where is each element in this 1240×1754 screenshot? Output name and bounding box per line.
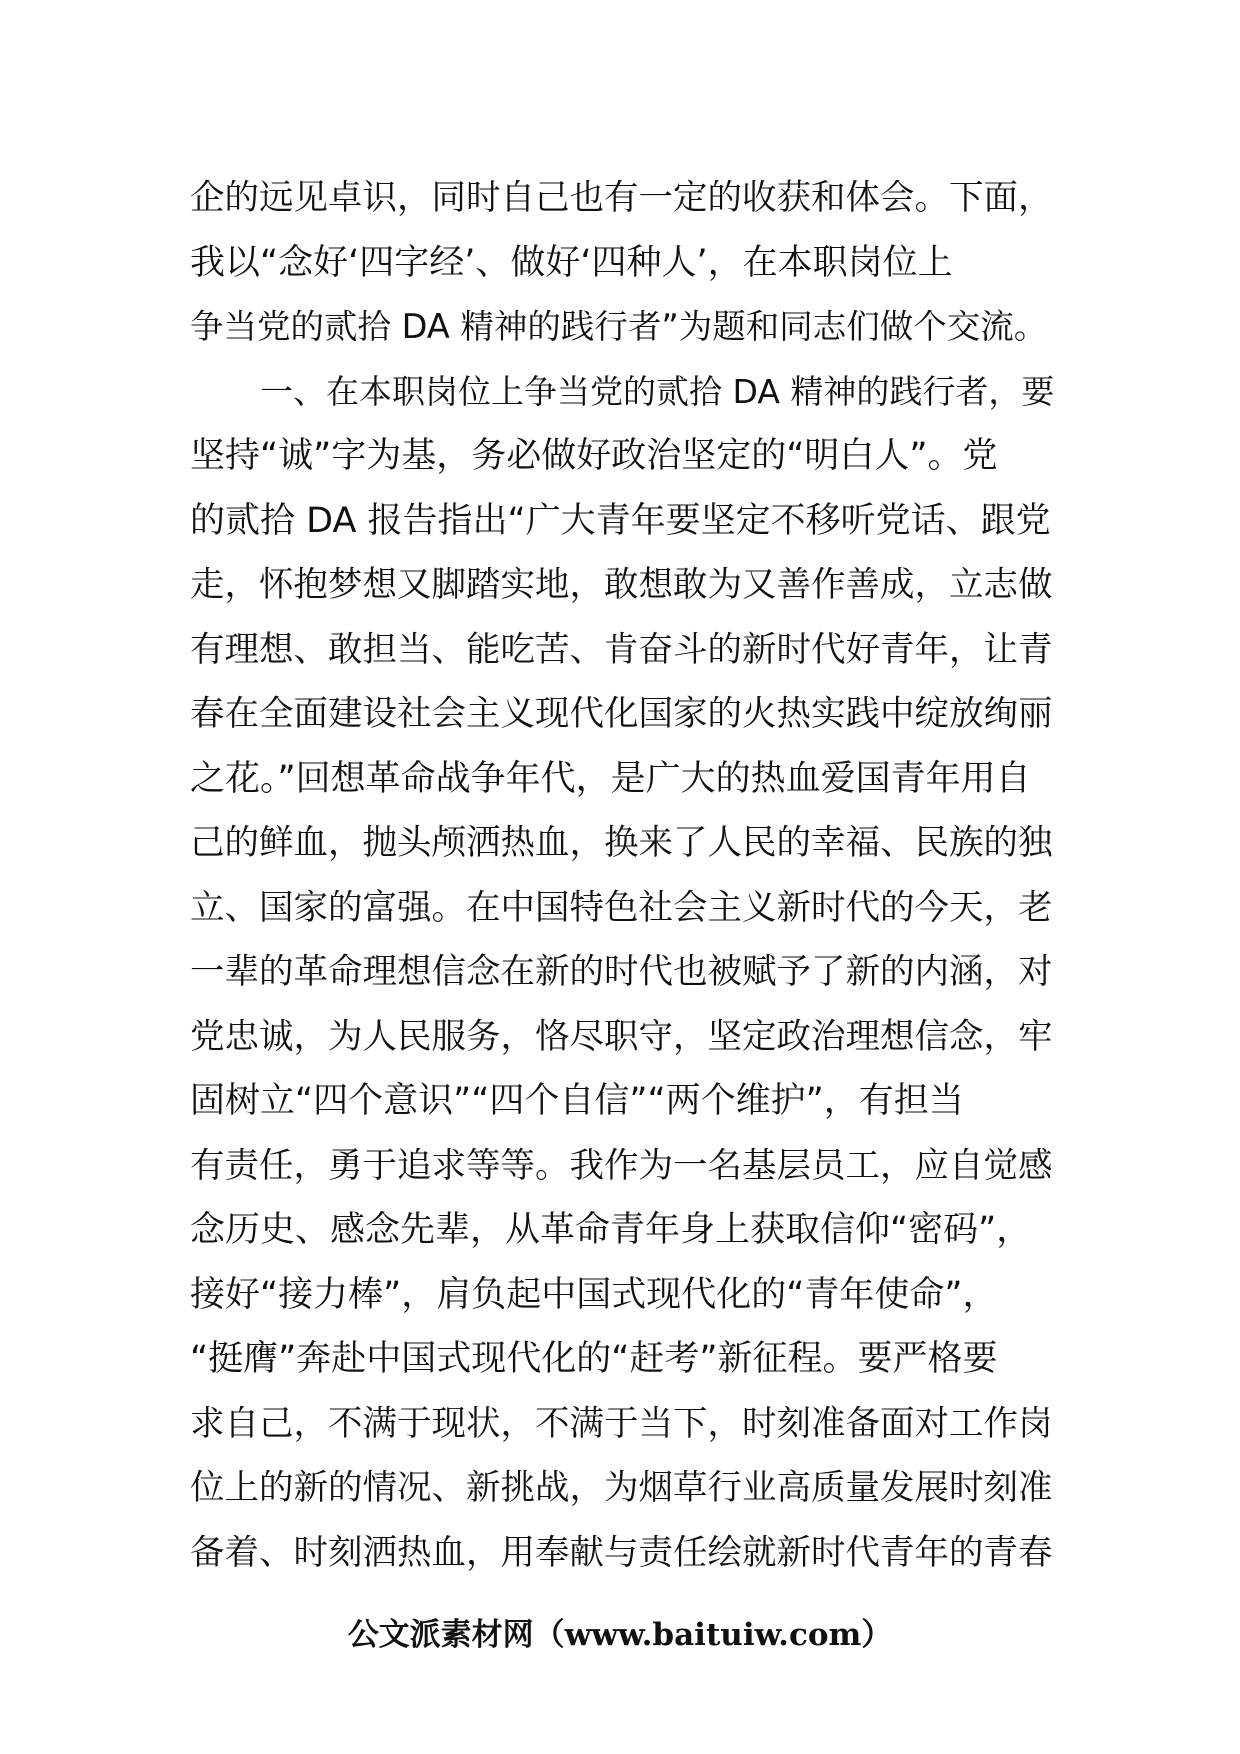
- text-line: “挺膺”奔赴中国式现代化的“赶考”新征程。要严格要: [190, 1339, 998, 1379]
- text-line: 求自己，不满于现状，不满于当下，时刻准备面对工作岗: [190, 1403, 1053, 1444]
- text-line: 固树立“四个意识”“四个自信”“两个维护”，有担当: [190, 1081, 964, 1121]
- text-line: 有理想、敢担当、能吃苦、肯奋斗的新时代好青年，让青: [190, 629, 1053, 670]
- text-line: 的贰拾 DA 报告指出“广大青年要坚定不移听党话、跟党: [190, 500, 1051, 541]
- text-line: 春在全面建设社会主义现代化国家的火热实践中绽放绚丽: [190, 694, 1053, 734]
- text-line: 党忠诚，为人民服务，恪尽职守，坚定政治理想信念，牢: [190, 1016, 1053, 1057]
- body-text: [190, 166, 1055, 1585]
- text-line: 位上的新的情况、新挑战，为烟草行业高质量发展时刻准: [190, 1468, 1053, 1508]
- text-line: 接好“接力棒”，肩负起中国式现代化的“青年使命”，: [190, 1274, 998, 1315]
- text-line: 己的鲜血，抛头颅洒热血，换来了人民的幸福、民族的独: [190, 823, 1053, 863]
- text-line: 企的远见卓识，同时自己也有一定的收获和体会。下面，: [190, 178, 1053, 218]
- text-line: 一辈的革命理想信念在新的时代也被赋予了新的内涵，对: [190, 952, 1053, 992]
- text-line: 坚持“诚”字为基，务必做好政治坚定的“明白人”。党: [190, 436, 998, 476]
- text-line: 走，怀抱梦想又脚踏实地，敢想敢为又善作善成，立志做: [190, 565, 1053, 605]
- text-line: 之花。”回想革命战争年代，是广大的热血爱国青年用自: [190, 758, 1031, 799]
- text-line: 我以“念好‘四字经’、做好‘四种人’，在本职岗位上: [190, 242, 953, 283]
- text-line: 争当党的贰拾 DA 精神的践行者”为题和同志们做个交流。: [190, 307, 1048, 346]
- text-line: 立、国家的富强。在中国特色社会主义新时代的今天，老: [190, 887, 1053, 928]
- text-line: 有责任，勇于追求等等。我作为一名基层员工，应自觉感: [190, 1145, 1053, 1186]
- footer-watermark: 公文派素材网（www.baituiw.com）: [347, 1617, 893, 1653]
- section-heading-line: 一、在本职岗位上争当党的贰拾 DA 精神的践行者，要: [260, 371, 1055, 411]
- text-line: 备着、时刻洒热血，用奉献与责任绘就新时代青年的青春: [190, 1532, 1053, 1573]
- text-line: 念历史、感念先辈，从革命青年身上获取信仰“密码”，: [190, 1210, 1032, 1250]
